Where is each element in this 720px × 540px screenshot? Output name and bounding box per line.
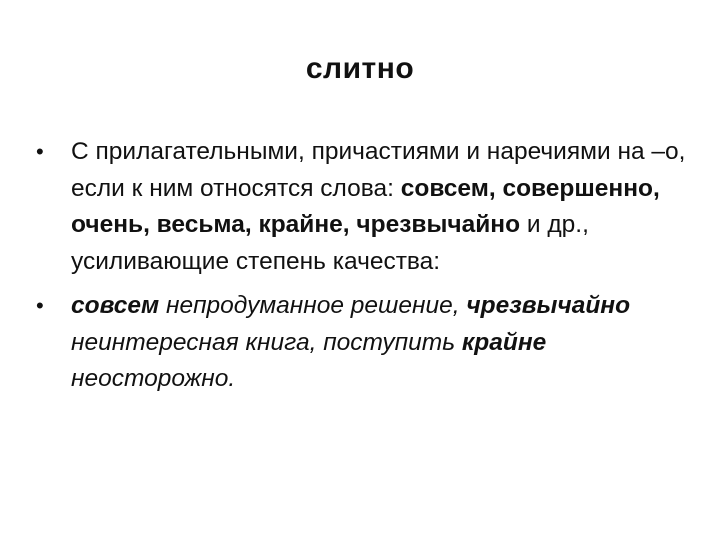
slide-title: слитно: [305, 52, 415, 85]
bullet-dot-icon: •: [36, 293, 44, 318]
bullet-item-examples: [34, 288, 694, 398]
text-segment: и др., усиливающие степень качества:: [71, 211, 589, 275]
text-segment: С прилагательными, причастиями и наречиями на –о, если к ним относятся слова:: [71, 138, 686, 202]
text-segment-bold-italic: крайне: [461, 328, 547, 356]
text-segment-bold: совсем, совершенно, очень, весьма, крайне, чрезвычайно: [71, 174, 660, 238]
bullet-dot-icon: •: [36, 139, 44, 164]
text-segment-bold-italic: чрезвычайно: [466, 292, 631, 319]
text-segment-bold-italic: совсем: [71, 292, 160, 319]
text-segment-italic: неосторожно.: [71, 365, 236, 392]
text-segment-italic: непродуманное решение,: [159, 292, 467, 319]
text-segment-italic: неинтересная книга, поступить: [71, 328, 462, 356]
bullet-list: [34, 134, 694, 406]
bullet-item-rule: [34, 134, 694, 280]
